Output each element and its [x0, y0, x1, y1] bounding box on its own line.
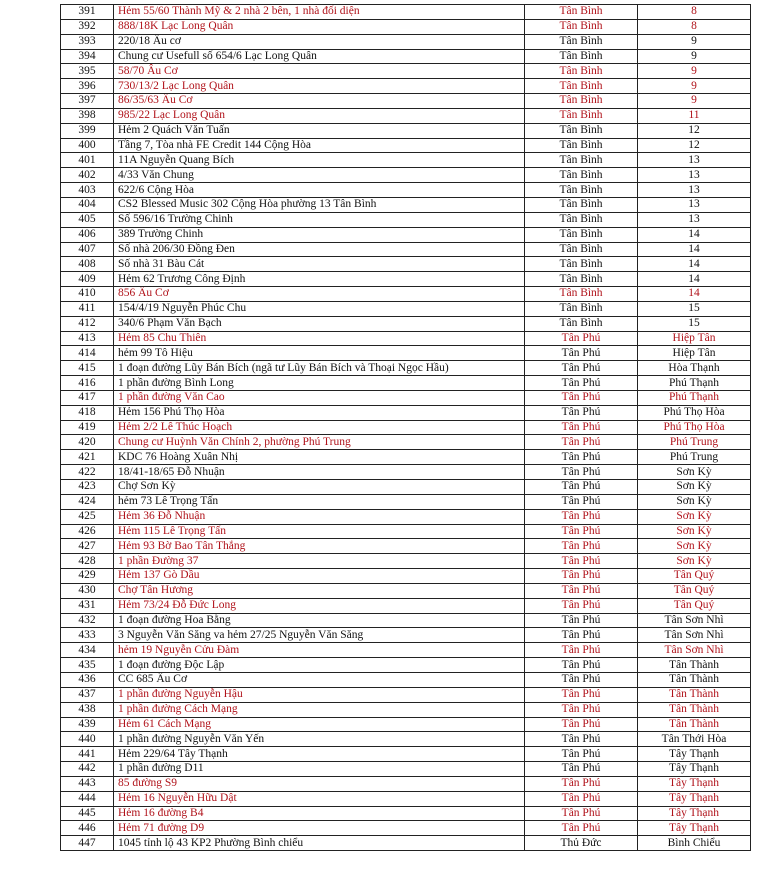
address-cell: 220/18 Âu cơ [114, 34, 525, 49]
table-row [61, 64, 751, 79]
table-row [61, 583, 751, 598]
address-cell: Hẻm 61 Cách Mạng [114, 717, 525, 732]
district-cell: Tân Bình [525, 301, 638, 316]
address-cell: hẻm 19 Nguyễn Cửu Đàm [114, 643, 525, 658]
address-cell: 4/33 Văn Chung [114, 168, 525, 183]
district-cell: Tân Phú [525, 687, 638, 702]
table-row [61, 539, 751, 554]
ward-cell: 14 [638, 272, 751, 287]
row-number-cell: 434 [61, 643, 114, 658]
ward-cell: 14 [638, 242, 751, 257]
address-cell: CC 685 Âu Cơ [114, 672, 525, 687]
district-cell: Tân Bình [525, 316, 638, 331]
district-cell: Tân Phú [525, 420, 638, 435]
ward-cell: Tân Thành [638, 687, 751, 702]
address-cell: Hẻm 229/64 Tây Thạnh [114, 747, 525, 762]
row-number-cell: 396 [61, 79, 114, 94]
row-number-cell: 428 [61, 554, 114, 569]
district-cell: Tân Phú [525, 361, 638, 376]
ward-cell: 9 [638, 64, 751, 79]
table-row [61, 702, 751, 717]
table-row [61, 361, 751, 376]
table-row [61, 153, 751, 168]
ward-cell: Bình Chiểu [638, 836, 751, 851]
address-cell: 1045 tỉnh lộ 43 KP2 Phường Bình chiểu [114, 836, 525, 851]
table-row [61, 257, 751, 272]
table-row [61, 390, 751, 405]
ward-cell: Tân Sơn Nhì [638, 613, 751, 628]
ward-cell: 14 [638, 287, 751, 302]
address-cell: Hẻm 137 Gò Dầu [114, 569, 525, 584]
district-cell: Tân Phú [525, 450, 638, 465]
address-cell: 1 phần đường Bình Long [114, 376, 525, 391]
row-number-cell: 437 [61, 687, 114, 702]
district-cell: Tân Phú [525, 569, 638, 584]
address-cell: Hẻm 2/2 Lê Thúc Hoạch [114, 420, 525, 435]
district-cell: Tân Phú [525, 465, 638, 480]
table-row [61, 450, 751, 465]
ward-cell: Sơn Kỳ [638, 465, 751, 480]
district-cell: Tân Phú [525, 331, 638, 346]
district-cell: Tân Bình [525, 19, 638, 34]
table-row [61, 524, 751, 539]
row-number-cell: 406 [61, 227, 114, 242]
table-row [61, 494, 751, 509]
row-number-cell: 408 [61, 257, 114, 272]
address-cell: 154/4/19 Nguyễn Phúc Chu [114, 301, 525, 316]
district-cell: Tân Phú [525, 717, 638, 732]
address-cell: Chung cư Usefull số 654/6 Lạc Long Quân [114, 49, 525, 64]
ward-cell: Tây Thạnh [638, 776, 751, 791]
table-row [61, 34, 751, 49]
row-number-cell: 424 [61, 494, 114, 509]
address-cell: 389 Trường Chinh [114, 227, 525, 242]
district-cell: Tân Bình [525, 242, 638, 257]
ward-cell: Tân Thành [638, 717, 751, 732]
table-row [61, 287, 751, 302]
row-number-cell: 446 [61, 821, 114, 836]
row-number-cell: 399 [61, 123, 114, 138]
table-row [61, 108, 751, 123]
ward-cell: Tân Thành [638, 658, 751, 673]
district-cell: Tân Phú [525, 702, 638, 717]
address-cell: Số nhà 206/30 Đồng Đen [114, 242, 525, 257]
ward-cell: Tây Thạnh [638, 806, 751, 821]
row-number-cell: 395 [61, 64, 114, 79]
district-cell: Tân Phú [525, 494, 638, 509]
row-number-cell: 412 [61, 316, 114, 331]
table-row [61, 821, 751, 836]
ward-cell: 14 [638, 227, 751, 242]
district-cell: Tân Phú [525, 554, 638, 569]
district-cell: Tân Phú [525, 346, 638, 361]
table-row [61, 658, 751, 673]
district-cell: Tân Phú [525, 376, 638, 391]
district-cell: Tân Phú [525, 390, 638, 405]
address-cell: 18/41-18/65 Đỗ Nhuận [114, 465, 525, 480]
row-number-cell: 419 [61, 420, 114, 435]
table-row [61, 94, 751, 109]
row-number-cell: 411 [61, 301, 114, 316]
ward-cell: Hiệp Tân [638, 346, 751, 361]
ward-cell: Phú Thạnh [638, 390, 751, 405]
ward-cell: Sơn Kỳ [638, 509, 751, 524]
district-cell: Tân Phú [525, 806, 638, 821]
row-number-cell: 405 [61, 212, 114, 227]
address-cell: Chung cư Huỳnh Văn Chính 2, phường Phú Trung [114, 435, 525, 450]
row-number-cell: 407 [61, 242, 114, 257]
row-number-cell: 440 [61, 732, 114, 747]
district-cell: Tân Phú [525, 821, 638, 836]
table-row [61, 480, 751, 495]
row-number-cell: 398 [61, 108, 114, 123]
ward-cell: Sơn Kỳ [638, 524, 751, 539]
address-cell: 1 phần đường Nguyễn Văn Yến [114, 732, 525, 747]
address-cell: 85 đường S9 [114, 776, 525, 791]
address-cell: Hẻm 156 Phú Thọ Hòa [114, 405, 525, 420]
district-cell: Tân Phú [525, 583, 638, 598]
address-cell: Số 596/16 Trường Chinh [114, 212, 525, 227]
ward-cell: Tân Thành [638, 702, 751, 717]
row-number-cell: 443 [61, 776, 114, 791]
district-cell: Tân Bình [525, 183, 638, 198]
table-row [61, 643, 751, 658]
table-row [61, 79, 751, 94]
row-number-cell: 445 [61, 806, 114, 821]
district-cell: Tân Bình [525, 212, 638, 227]
ward-cell: Tân Sơn Nhì [638, 628, 751, 643]
address-cell: Hẻm 16 Nguyễn Hữu Dật [114, 791, 525, 806]
address-cell: 11A Nguyễn Quang Bích [114, 153, 525, 168]
address-cell: 58/70 Âu Cơ [114, 64, 525, 79]
table-row [61, 405, 751, 420]
table-row [61, 732, 751, 747]
ward-cell: Tân Sơn Nhì [638, 643, 751, 658]
row-number-cell: 427 [61, 539, 114, 554]
district-cell: Tân Phú [525, 480, 638, 495]
table-row [61, 346, 751, 361]
table-row [61, 613, 751, 628]
address-cell: 730/13/2 Lạc Long Quân [114, 79, 525, 94]
table-row [61, 791, 751, 806]
row-number-cell: 400 [61, 138, 114, 153]
district-cell: Tân Phú [525, 598, 638, 613]
district-cell: Tân Bình [525, 257, 638, 272]
district-cell: Tân Bình [525, 272, 638, 287]
address-cell: Hẻm 16 đường B4 [114, 806, 525, 821]
address-cell: Tầng 7, Tòa nhà FE Credit 144 Cộng Hòa [114, 138, 525, 153]
table-row [61, 687, 751, 702]
address-cell: hẻm 99 Tô Hiệu [114, 346, 525, 361]
table-row [61, 138, 751, 153]
ward-cell: 13 [638, 183, 751, 198]
ward-cell: Sơn Kỳ [638, 480, 751, 495]
district-cell: Tân Phú [525, 643, 638, 658]
table-row [61, 717, 751, 732]
ward-cell: Tân Quý [638, 569, 751, 584]
row-number-cell: 421 [61, 450, 114, 465]
ward-cell: 15 [638, 301, 751, 316]
ward-cell: Phú Trung [638, 435, 751, 450]
address-cell: Chợ Tân Hương [114, 583, 525, 598]
table-row [61, 227, 751, 242]
table-row [61, 272, 751, 287]
address-cell: 1 phần đường Nguyễn Hậu [114, 687, 525, 702]
address-cell: Hẻm 55/60 Thành Mỹ & 2 nhà 2 bên, 1 nhà đối diện [114, 5, 525, 20]
address-cell: 1 phần đường D11 [114, 762, 525, 777]
row-number-cell: 397 [61, 94, 114, 109]
address-cell: Hẻm 93 Bờ Bao Tân Thắng [114, 539, 525, 554]
row-number-cell: 431 [61, 598, 114, 613]
row-number-cell: 394 [61, 49, 114, 64]
table-row [61, 168, 751, 183]
row-number-cell: 435 [61, 658, 114, 673]
row-number-cell: 422 [61, 465, 114, 480]
district-cell: Tân Phú [525, 405, 638, 420]
ward-cell: Phú Thọ Hòa [638, 405, 751, 420]
address-cell: Hẻm 2 Quách Văn Tuấn [114, 123, 525, 138]
district-cell: Tân Bình [525, 5, 638, 20]
ward-cell: 9 [638, 34, 751, 49]
district-cell: Tân Bình [525, 34, 638, 49]
table-row [61, 747, 751, 762]
address-cell: Hẻm 36 Đỗ Nhuận [114, 509, 525, 524]
address-cell: Hẻm 115 Lê Trọng Tấn [114, 524, 525, 539]
table-row [61, 569, 751, 584]
ward-cell: Tây Thạnh [638, 762, 751, 777]
district-cell: Tân Bình [525, 79, 638, 94]
row-number-cell: 392 [61, 19, 114, 34]
district-cell: Thủ Đức [525, 836, 638, 851]
table-row [61, 762, 751, 777]
address-cell: hẻm 73 Lê Trọng Tấn [114, 494, 525, 509]
district-cell: Tân Phú [525, 791, 638, 806]
district-cell: Tân Bình [525, 94, 638, 109]
ward-cell: Tân Thới Hòa [638, 732, 751, 747]
ward-cell: Tây Thạnh [638, 791, 751, 806]
district-cell: Tân Phú [525, 672, 638, 687]
ward-cell: 14 [638, 257, 751, 272]
address-cell: Hẻm 73/24 Đỗ Đức Long [114, 598, 525, 613]
row-number-cell: 414 [61, 346, 114, 361]
row-number-cell: 391 [61, 5, 114, 20]
district-cell: Tân Phú [525, 509, 638, 524]
address-cell: KDC 76 Hoàng Xuân Nhị [114, 450, 525, 465]
address-cell: 1 phần đường Văn Cao [114, 390, 525, 405]
ward-cell: 12 [638, 123, 751, 138]
address-cell: 1 phần đường Cách Mạng [114, 702, 525, 717]
ward-cell: Sơn Kỳ [638, 554, 751, 569]
ward-cell: 13 [638, 168, 751, 183]
row-number-cell: 430 [61, 583, 114, 598]
ward-cell: Tân Quý [638, 583, 751, 598]
district-cell: Tân Bình [525, 153, 638, 168]
address-cell: 1 phần Đường 37 [114, 554, 525, 569]
district-cell: Tân Bình [525, 197, 638, 212]
table-row [61, 628, 751, 643]
row-number-cell: 439 [61, 717, 114, 732]
address-cell: 985/22 Lạc Long Quân [114, 108, 525, 123]
ward-cell: Phú Thọ Hòa [638, 420, 751, 435]
ward-cell: 9 [638, 49, 751, 64]
district-cell: Tân Phú [525, 732, 638, 747]
row-number-cell: 418 [61, 405, 114, 420]
address-cell: 1 đoạn đường Lũy Bán Bích (ngã tư Lũy Bán Bích và Thoại Ngọc Hầu) [114, 361, 525, 376]
district-cell: Tân Phú [525, 524, 638, 539]
row-number-cell: 423 [61, 480, 114, 495]
ward-cell: Hòa Thạnh [638, 361, 751, 376]
row-number-cell: 429 [61, 569, 114, 584]
address-cell: Hẻm 62 Trương Công Định [114, 272, 525, 287]
row-number-cell: 441 [61, 747, 114, 762]
row-number-cell: 415 [61, 361, 114, 376]
table-row [61, 212, 751, 227]
table-body [61, 5, 751, 851]
ward-cell: 12 [638, 138, 751, 153]
row-number-cell: 442 [61, 762, 114, 777]
address-cell: CS2 Blessed Music 302 Cộng Hòa phường 13 Tân Bình [114, 197, 525, 212]
district-cell: Tân Phú [525, 435, 638, 450]
table-row [61, 672, 751, 687]
row-number-cell: 410 [61, 287, 114, 302]
ward-cell: 13 [638, 153, 751, 168]
table-row [61, 376, 751, 391]
district-cell: Tân Bình [525, 108, 638, 123]
table-row [61, 316, 751, 331]
table-row [61, 554, 751, 569]
table-row [61, 197, 751, 212]
ward-cell: Phú Trung [638, 450, 751, 465]
table-row [61, 242, 751, 257]
ward-cell: Sơn Kỳ [638, 494, 751, 509]
table-row [61, 183, 751, 198]
ward-cell: 8 [638, 5, 751, 20]
ward-cell: Tân Quý [638, 598, 751, 613]
address-cell: 888/18K Lạc Long Quân [114, 19, 525, 34]
table-row [61, 435, 751, 450]
district-cell: Tân Bình [525, 287, 638, 302]
table-row [61, 509, 751, 524]
district-cell: Tân Phú [525, 539, 638, 554]
table-row [61, 776, 751, 791]
ward-cell: Phú Thạnh [638, 376, 751, 391]
row-number-cell: 432 [61, 613, 114, 628]
ward-cell: Tây Thạnh [638, 821, 751, 836]
ward-cell: Sơn Kỳ [638, 539, 751, 554]
address-cell: Hẻm 71 đường D9 [114, 821, 525, 836]
address-cell: 86/35/63 Âu Cơ [114, 94, 525, 109]
district-cell: Tân Phú [525, 613, 638, 628]
table-row [61, 5, 751, 20]
row-number-cell: 417 [61, 390, 114, 405]
district-cell: Tân Bình [525, 49, 638, 64]
ward-cell: 8 [638, 19, 751, 34]
ward-cell: Hiệp Tân [638, 331, 751, 346]
ward-cell: Tân Thành [638, 672, 751, 687]
row-number-cell: 444 [61, 791, 114, 806]
row-number-cell: 409 [61, 272, 114, 287]
table-row [61, 301, 751, 316]
row-number-cell: 438 [61, 702, 114, 717]
row-number-cell: 413 [61, 331, 114, 346]
table-row [61, 49, 751, 64]
ward-cell: 15 [638, 316, 751, 331]
address-cell: 622/6 Cộng Hòa [114, 183, 525, 198]
row-number-cell: 425 [61, 509, 114, 524]
address-cell: Hẻm 85 Chu Thiên [114, 331, 525, 346]
row-number-cell: 393 [61, 34, 114, 49]
ward-cell: Tây Thạnh [638, 747, 751, 762]
row-number-cell: 404 [61, 197, 114, 212]
address-cell: Số nhà 31 Bàu Cát [114, 257, 525, 272]
row-number-cell: 436 [61, 672, 114, 687]
address-cell: Chợ Sơn Kỳ [114, 480, 525, 495]
district-cell: Tân Phú [525, 762, 638, 777]
district-cell: Tân Phú [525, 658, 638, 673]
table-row [61, 123, 751, 138]
table-row [61, 331, 751, 346]
address-table [60, 4, 751, 851]
table-row [61, 465, 751, 480]
row-number-cell: 416 [61, 376, 114, 391]
table-row [61, 836, 751, 851]
ward-cell: 9 [638, 79, 751, 94]
row-number-cell: 426 [61, 524, 114, 539]
district-cell: Tân Bình [525, 123, 638, 138]
table-row [61, 19, 751, 34]
row-number-cell: 447 [61, 836, 114, 851]
row-number-cell: 420 [61, 435, 114, 450]
row-number-cell: 402 [61, 168, 114, 183]
district-cell: Tân Bình [525, 168, 638, 183]
district-cell: Tân Phú [525, 776, 638, 791]
ward-cell: 13 [638, 212, 751, 227]
district-cell: Tân Bình [525, 227, 638, 242]
address-cell: 856 Âu Cơ [114, 287, 525, 302]
table-row [61, 420, 751, 435]
row-number-cell: 433 [61, 628, 114, 643]
district-cell: Tân Bình [525, 138, 638, 153]
table-row [61, 806, 751, 821]
address-cell: 1 đoạn đường Hoa Bằng [114, 613, 525, 628]
table-row [61, 598, 751, 613]
ward-cell: 13 [638, 197, 751, 212]
address-cell: 340/6 Phạm Văn Bạch [114, 316, 525, 331]
address-cell: 3 Nguyễn Văn Săng va hẻm 27/25 Nguyễn Văn Săng [114, 628, 525, 643]
ward-cell: 11 [638, 108, 751, 123]
row-number-cell: 401 [61, 153, 114, 168]
ward-cell: 9 [638, 94, 751, 109]
district-cell: Tân Bình [525, 64, 638, 79]
district-cell: Tân Phú [525, 628, 638, 643]
district-cell: Tân Phú [525, 747, 638, 762]
row-number-cell: 403 [61, 183, 114, 198]
address-cell: 1 đoạn đường Độc Lập [114, 658, 525, 673]
